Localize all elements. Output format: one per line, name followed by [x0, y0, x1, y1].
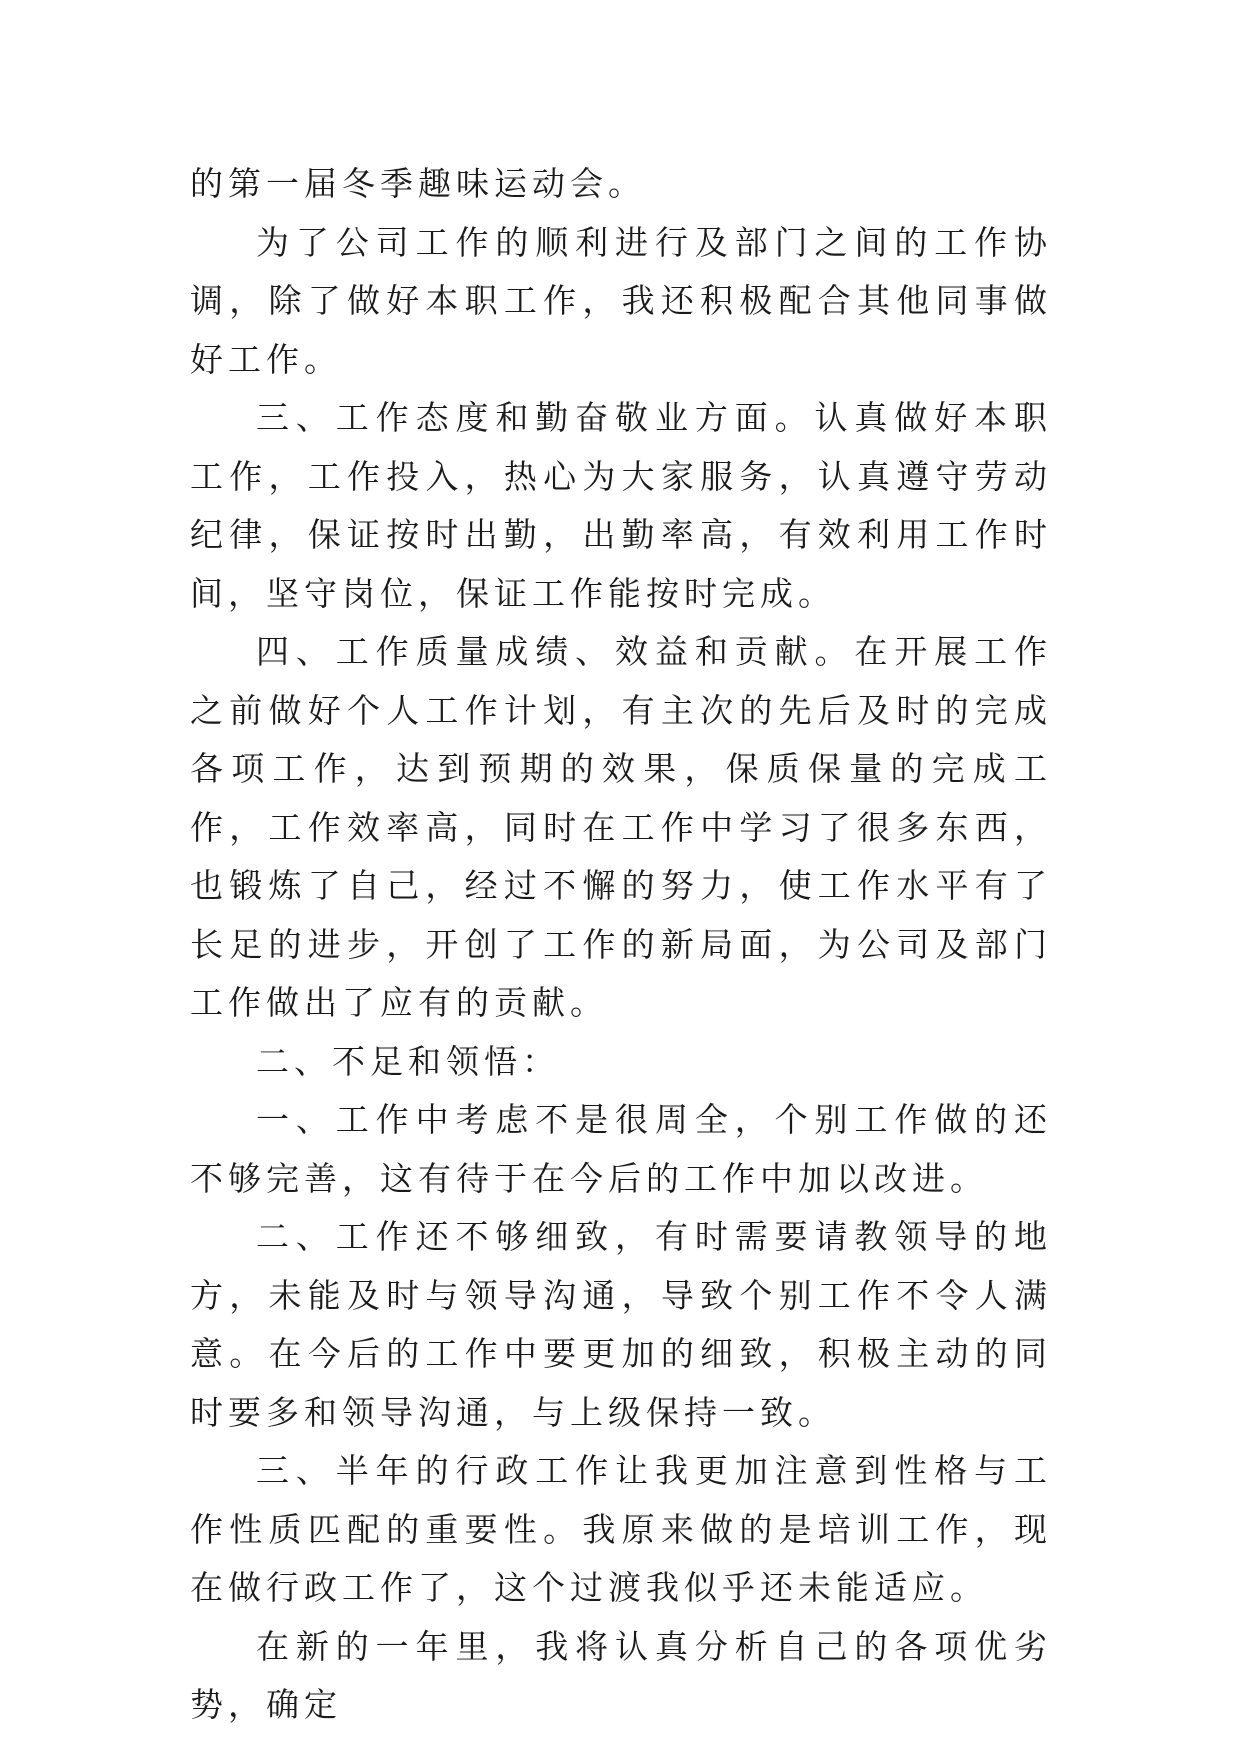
document-body	[190, 155, 1052, 1735]
paragraph-work-attitude: 三、工作态度和勤奋敬业方面。认真做好本职工作，工作投入，热心为大家服务，认真遵守劳动纪律，保证按时出勤，出勤率高，有效利用工作时间，坚守岗位，保证工作能按时完成。	[190, 398, 1052, 613]
paragraph-continuation: 的第一届冬季趣味运动会。	[190, 164, 646, 203]
paragraph-shortcoming-three: 三、半年的行政工作让我更加注意到性格与工作性质匹配的重要性。我原来做的是培训工作，现在做行政工作了，这个过渡我似乎还未能适应。	[190, 1451, 1052, 1607]
paragraph-work-quality: 四、工作质量成绩、效益和贡献。在开展工作之前做好个人工作计划，有主次的先后及时的完成各项工作，达到预期的效果，保质保量的完成工作，工作效率高，同时在工作中学习了很多东西，也锻炼了自己，经过不懈的努力，使工作水平有了长足的进步，开创了工作的新局面，为公司及部门工作做出了应有的贡献。	[190, 632, 1052, 1022]
paragraph-shortcoming-one: 一、工作中考虑不是很周全，个别工作做的还不够完善，这有待于在今后的工作中加以改进。	[190, 1100, 1052, 1198]
section-heading-shortcomings: 二、不足和领悟：	[256, 1041, 560, 1081]
paragraph-shortcoming-two: 二、工作还不够细致，有时需要请教领导的地方，未能及时与领导沟通，导致个别工作不令人满意。在今后的工作中要更加的细致，积极主动的同时要多和领导沟通，与上级保持一致。	[190, 1217, 1052, 1432]
paragraph-coordination: 为了公司工作的顺利进行及部门之间的工作协调，除了做好本职工作，我还积极配合其他同事做好工作。	[190, 222, 1052, 379]
paragraph-new-year: 在新的一年里，我将认真分析自己的各项优劣势，确定	[190, 1626, 1052, 1724]
